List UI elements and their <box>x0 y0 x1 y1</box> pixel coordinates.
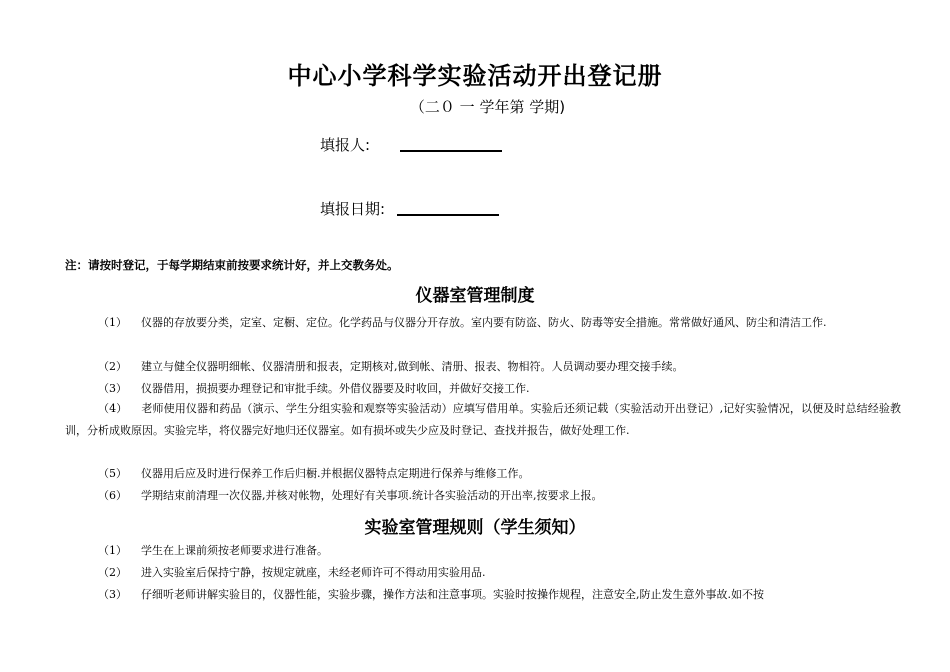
instrument-rule-6 <box>65 485 901 507</box>
rule-number: （3） <box>98 588 127 601</box>
rule-text: 进入实验室后保持宁静，按规定就座，未经老师许可不得动用实验用品. <box>141 566 486 579</box>
rule-text: 仔细听老师讲解实验目的，仪器性能，实验步骤，操作方法和注意事项。实验时按操作规程，注意安全,防止发生意外事故.如不按 <box>141 588 764 601</box>
rule-text: 学期结束前清理一次仪器,并核对帐物，处理好有关事项.统计各实验活动的开出率,按要求上报。 <box>141 489 603 502</box>
lab-rule-2 <box>65 562 901 584</box>
rule-number: （5） <box>98 467 127 480</box>
rule-number: （1） <box>98 316 127 329</box>
rule-number: （2） <box>98 566 127 579</box>
reporter-label: 填报人: <box>320 136 371 154</box>
rule-text: 建立与健全仪器明细帐、仪器清册和报表，定期核对,做到帐、清册、报表、物相符。人员调动要办理交接手续。 <box>141 360 684 373</box>
instrument-rule-5 <box>65 463 901 485</box>
rule-number: （6） <box>98 489 127 502</box>
lab-rule-1 <box>65 540 901 562</box>
rule-number: （1） <box>98 544 127 557</box>
rule-text: 仪器借用，损损要办理登记和审批手续。外借仪器要及时收回，并做好交接工作. <box>141 382 530 395</box>
note-text: 注：请按时登记，于每学期结束前按要求统计好，并上交教务处。 <box>65 258 399 272</box>
instrument-rule-4 <box>65 398 901 442</box>
rule-number: （4） <box>98 402 128 415</box>
rule-text: 学生在上课前须按老师要求进行准备。 <box>141 544 328 557</box>
instrument-rule-3 <box>65 378 901 400</box>
instrument-rule-2 <box>65 356 901 378</box>
rule-text: 老师使用仪器和药品（演示、学生分组实验和观察等实验活动）应填写借用单。实验后还须记载（实验活动开出登记）,记好实验情况，以便及时总结经验教训，分析成败原因。实验完毕，将仪器完好地归还仪器室。如有损坏或失少应及时登记、查找并报告，做好处理工作. <box>65 402 901 437</box>
rule-text: 仪器的存放要分类，定室、定橱、定位。化学药品与仪器分开存放。室内要有防盗、防火、防毒等安全措施。常常做好通风、防尘和清洁工作. <box>141 316 827 329</box>
date-input-line[interactable] <box>397 214 499 216</box>
instrument-rule-1 <box>65 312 901 334</box>
section-title-instrument-room: 仪器室管理制度 <box>415 286 535 306</box>
date-label: 填报日期: <box>320 200 386 218</box>
section-title-lab-rules: 实验室管理规则（学生须知） <box>364 518 586 538</box>
rule-number: （2） <box>98 360 127 373</box>
document-title: 中心小学科学实验活动开出登记册 <box>287 62 663 90</box>
reporter-input-line[interactable] <box>400 150 502 152</box>
rule-text: 仪器用后应及时进行保养工作后归橱.并根据仪器特点定期进行保养与维修工作。 <box>141 467 530 480</box>
lab-rule-3 <box>65 584 901 606</box>
document-subtitle: （二０ 一 学年第 学期) <box>409 98 566 116</box>
rule-number: （3） <box>98 382 127 395</box>
